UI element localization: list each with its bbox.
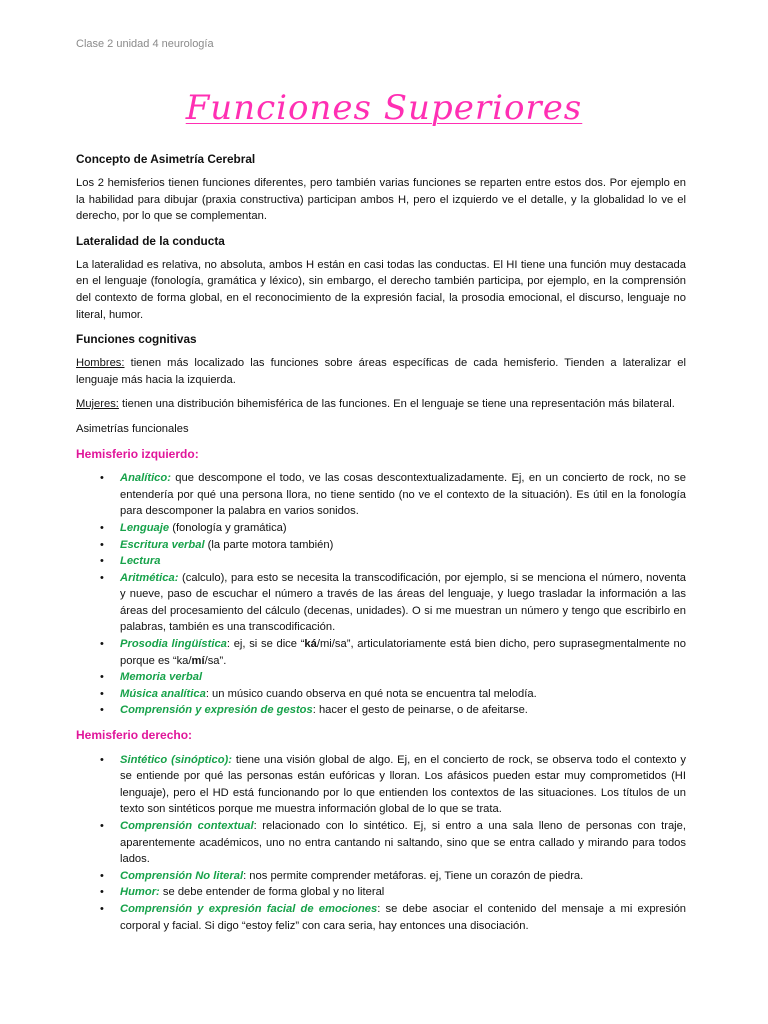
list-item	[100, 884, 686, 901]
list-item	[100, 818, 686, 868]
list-item	[100, 901, 687, 934]
item-term: Música analítica	[120, 687, 206, 700]
page-title: Funciones Superiores	[185, 88, 583, 128]
item-term: Memoria verbal	[120, 671, 203, 684]
bullet-icon: •	[100, 521, 104, 534]
item-text: : ej, si se dice “	[226, 638, 305, 651]
item-text: que descompone el todo, ve las cosas descontextualizadamente. Ej, en un concierto de rock, no se entendería por qué una persona llora, no tiene sentido (no ve el contexto de la situación). Es útil en la fonología para descomponer la palabra en varios sonidos.	[120, 472, 686, 518]
bullet-icon: •	[100, 638, 104, 651]
list-hemisferio-derecho	[76, 752, 686, 935]
paragraph-hombres	[76, 355, 686, 388]
list-item	[100, 686, 686, 703]
bullet-icon: •	[100, 704, 104, 717]
mujeres-label: Mujeres:	[76, 398, 119, 411]
list-item	[100, 520, 686, 537]
list-hemisferio-izquierdo	[76, 470, 686, 719]
item-text: : un músico cuando observa en qué nota se encuentra tal melodía.	[205, 687, 537, 700]
item-term: Analítico:	[120, 472, 171, 485]
item-term: Prosodia lingüística	[120, 638, 227, 651]
item-term: Lectura	[120, 555, 161, 568]
list-item	[100, 470, 686, 520]
heading-hemisferio-izquierdo: Hemisferio izquierdo:	[76, 446, 199, 461]
item-term: Lenguaje	[120, 521, 170, 534]
paragraph-asimetrias-funcionales: Asimetrías funcionales	[76, 422, 189, 435]
item-text: : nos permite comprender metáforas. ej, Tiene un corazón de piedra.	[243, 869, 584, 882]
item-term: Comprensión y expresión facial de emociones	[120, 902, 378, 915]
list-item	[100, 868, 686, 885]
section-heading-asimetria: Concepto de Asimetría Cerebral	[76, 152, 256, 166]
list-item	[100, 636, 686, 669]
bullet-icon: •	[100, 902, 104, 915]
item-emphasis: mí	[191, 654, 205, 667]
heading-hemisferio-derecho: Hemisferio derecho:	[76, 728, 193, 743]
list-item	[100, 537, 686, 554]
item-text: tiene una visión global de algo. Ej, en el concierto de rock, se observa todo el contexto y se entiende por qué las personas están eufóricas y lloran. Los afásicos pueden estar muy comprometidos (HI lenguaje), pero el HD está funcionando por lo que entienden los contextos de las situaciones. Los títulos de un texto son sintéticos porque me muestra información global de lo que se trata.	[120, 753, 687, 816]
list-item	[100, 752, 687, 818]
item-text: (la parte motora también)	[204, 538, 334, 551]
item-term: Aritmética:	[120, 571, 179, 584]
list-item	[100, 669, 686, 686]
item-emphasis: ká	[304, 638, 317, 651]
hombres-label: Hombres:	[76, 357, 125, 370]
bullet-icon: •	[100, 571, 104, 584]
item-term: Humor:	[120, 886, 160, 899]
bullet-icon: •	[100, 820, 104, 832]
item-text: /sa”.	[204, 654, 227, 667]
item-text: (fonología y gramática)	[169, 521, 287, 534]
paragraph-lateralidad: La lateralidad es relativa, no absoluta, ambos H están en casi todas las conductas. El HI tiene una función muy destacada en el lenguaje (fonología, gramática y léxico), sin embargo, el derecho también participa, por ejemplo, en la comprensión del contexto de forma global, en el reconocimiento de la expresión facial, la prosodia emocional, el discurso, lenguaje no literal, humor.	[76, 258, 686, 321]
bullet-icon: •	[100, 555, 104, 568]
bullet-icon: •	[100, 886, 104, 899]
list-item	[100, 553, 686, 570]
bullet-icon: •	[100, 538, 104, 551]
hombres-text: tienen más localizado las funciones sobre áreas específicas de cada hemisferio. Tienden a lateralizar el lenguaje más hacia la izquierda.	[76, 357, 686, 386]
document-body	[76, 151, 686, 942]
bullet-icon: •	[100, 472, 104, 485]
paragraph-asimetria: Los 2 hemisferios tienen funciones diferentes, pero también varias funciones se reparten entre estos dos. Por ejemplo en la habilidad para dibujar (praxia constructiva) participan ambos H, pero el izquierdo ve el detalle, y la globalidad lo ve el derecho, por lo que se complementan.	[76, 177, 686, 223]
bullet-icon: •	[100, 869, 104, 882]
mujeres-text: tienen una distribución bihemisférica de las funciones. En el lenguaje se tiene una representación más bilateral.	[118, 398, 675, 411]
section-heading-lateralidad: Lateralidad de la conducta	[76, 233, 225, 248]
bullet-icon: •	[100, 671, 104, 684]
item-text: se debe entender de forma global y no literal	[159, 886, 385, 899]
item-term: Escritura verbal	[120, 538, 205, 551]
paragraph-mujeres	[76, 396, 686, 413]
item-text: : relacionado con lo sintético. Ej, si entro a una sala lleno de personas con traje, aparentemente académicos, uno no entra cantando ni saltando, sino que se entra callado y mirando para todos lados.	[120, 820, 686, 866]
list-item	[100, 570, 686, 636]
item-text: : se debe asociar el contenido del mensaje a mi expresión corporal y facial. Si digo “estoy feliz” con cara seria, hay entonces una disociación.	[120, 902, 687, 932]
bullet-icon: •	[100, 687, 104, 700]
section-heading-funciones-cognitivas: Funciones cognitivas	[76, 332, 197, 347]
item-text: (calculo), para esto se necesita la transcodificación, por ejemplo, si se menciona el número, noventa y nueve, paso de escuchar el número a través de las áreas del lenguaje, y luego trasladar la información a las áreas del procesamiento del cálculo (decenas, unidades). O si me muestran un número y tengo que escribirlo en palabras, también es una transcodificación.	[120, 571, 686, 634]
header-note: Clase 2 unidad 4 neurología	[76, 38, 214, 50]
item-term: Sintético (sinóptico):	[120, 753, 233, 766]
item-term: Comprensión y expresión de gestos	[120, 704, 313, 717]
item-term: Comprensión contextual	[120, 820, 254, 832]
list-item	[100, 702, 686, 719]
item-text: /mi/sa”, articulatoriamente está bien dicho, pero suprasegmentalmente no porque es “ka/	[120, 638, 686, 667]
bullet-icon: •	[100, 753, 104, 766]
item-text: : hacer el gesto de peinarse, o de afeitarse.	[312, 704, 528, 717]
item-term: Comprensión No literal	[120, 869, 244, 882]
